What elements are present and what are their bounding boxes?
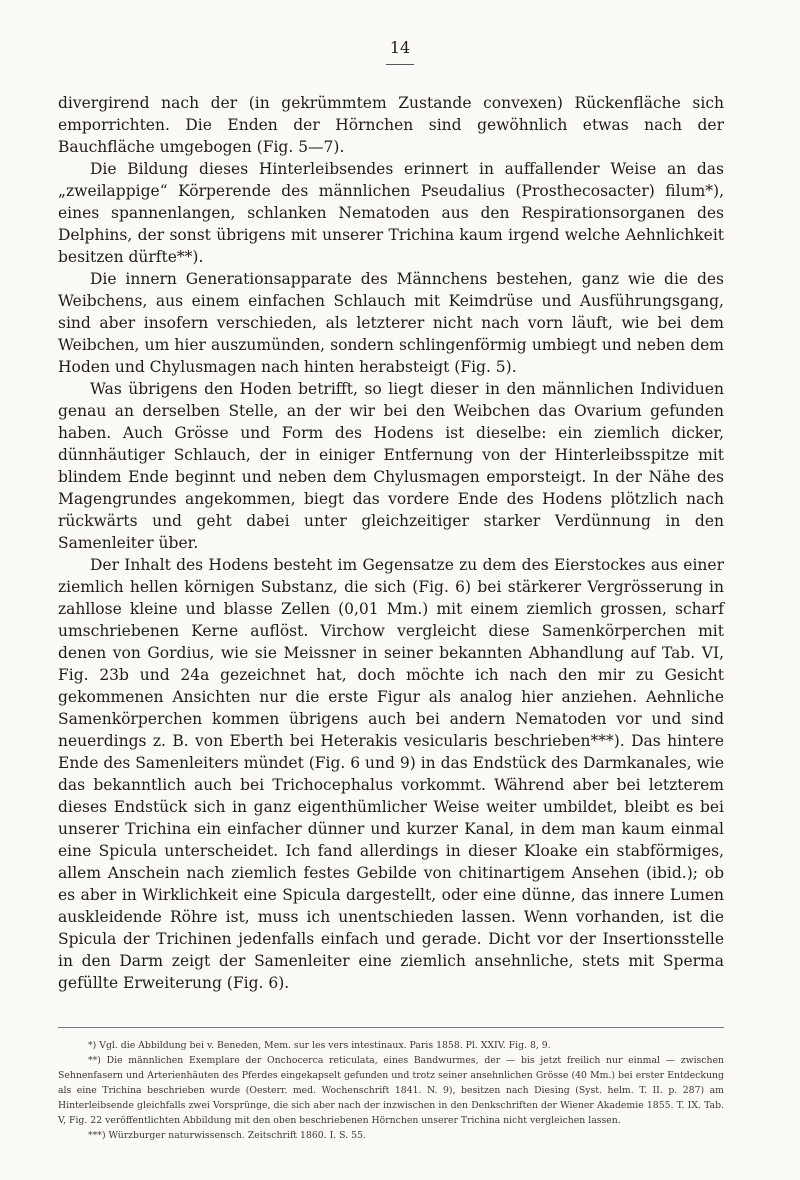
paragraph: Die innern Generationsapparate des Männchens bestehen, ganz wie die des Weibchens, aus einem einfachen Schlauch mit Keimdrüse und Ausführungsgang, sind aber insofern verschieden, als letzterer nicht nach vorn läuft, wie bei dem Weibchen, um hier auszumünden, sondern schlingenförmig umbiegt und neben dem Hoden und Chylusmagen nach hinten herabsteigt (Fig. 5). xyxy=(58,270,724,376)
footnote: ***) Würzburger naturwissensch. Zeitschrift 1860. I. S. 55. xyxy=(88,1130,366,1141)
paragraph: Was übrigens den Hoden betrifft, so liegt dieser in den männlichen Individuen genau an derselben Stelle, an der wir bei den Weibchen das Ovarium gefunden haben. Auch Grösse und Form des Hodens ist dieselbe: ein ziemlich dicker, dünnhäutiger Schlauch, der in einiger Entfernung von der Hinterleibsspitze mit blindem Ende beginnt und neben dem Chylusmagen emporsteigt. In der Nähe des Magengrundes angekommen, biegt das vordere Ende des Hodens plötzlich nach rückwärts und geht dabei unter gleichzeitiger starker Verdünnung in den Samenleiter über. xyxy=(58,380,724,552)
paragraph: Die Bildung dieses Hinterleibsendes erinnert in auffallender Weise an das „zweilappige“ Körperende des männlichen Pseudalius (Prosthecosacter) filum*), eines spannenlangen, schlanken Nematoden aus den Respirationsorganen des Delphins, der sonst übrigens mit unserer Trichina kaum irgend welche Aehnlichkeit besitzen dürfte**). xyxy=(58,160,724,266)
footnote: **) Die männlichen Exemplare der Onchocerca reticulata, eines Bandwurmes, der — bis jetzt freilich nur einmal — zwischen Sehnenfasern und Arterienhäuten des Pferdes eingekapselt gefunden und trotz seiner ansehnlichen Grösse (40 Mm.) bei erster Entdeckung als eine Trichina beschrieben wurde (Oesterr. med. Wochenschrift 1841. N. 9), besitzen nach Diesing (Syst. helm. T. II. p. 287) am Hinterleibsende gleichfalls zwei Vorsprünge, die sich aber nach der inzwischen in den Denkschriften der Wiener Akademie 1855. T. IX. Tab. V, Fig. 22 veröffentlichten Abbildung mit den oben beschriebenen Hörnchen unserer Trichina nicht vergleichen lassen. xyxy=(58,1055,724,1126)
footnote-divider xyxy=(58,1027,724,1028)
paragraph: Der Inhalt des Hodens besteht im Gegensatze zu dem des Eierstockes aus einer ziemlich hellen körnigen Substanz, die sich (Fig. 6) bei stärkerer Vergrösserung in zahllose kleine und blasse Zellen (0,01 Mm.) mit einem ziemlich grossen, scharf umschriebenen Kerne auflöst. Virchow vergleicht diese Samenkörperchen mit denen von Gordius, wie sie Meissner in seiner bekannten Abhandlung auf Tab. VI, Fig. 23b und 24a gezeichnet hat, doch möchte ich nach den mir zu Gesicht gekommenen Ansichten nur die erste Figur als analog hier anziehen. Aehnliche Samenkörperchen kommen übrigens auch bei andern Nematoden vor und sind neuerdings z. B. von Eberth bei Heterakis vesicularis beschrieben***). Das hintere Ende des Samenleiters mündet (Fig. 6 und 9) in das Endstück des Darmkanales, wie das bekanntlich auch bei Trichocephalus vorkommt. Während aber bei letzterem dieses Endstück sich in ganz eigenthümlicher Weise weiter umbildet, bleibt es bei unserer Trichina ein einfacher dünner und kurzer Kanal, in dem man kaum einmal eine Spicula unterscheidet. Ich fand allerdings in dieser Kloake ein stabförmiges, allem Anschein nach ziemlich festes Gebilde von chitinartigem Ansehen (ibid.); ob es aber in Wirklichkeit eine Spicula dargestellt, oder eine dünne, das innere Lumen auskleidende Röhre ist, muss ich unentschieden lassen. Wenn vorhanden, ist die Spicula der Trichinen jedenfalls einfach und gerade. Dicht vor der Insertionsstelle in den Darm zeigt der Samenleiter eine ziemlich ansehnliche, stets mit Sperma gefüllte Erweiterung (Fig. 6). xyxy=(58,556,724,992)
footnotes xyxy=(58,1038,724,1143)
page-number: 14 xyxy=(389,38,411,57)
header-rule xyxy=(386,64,414,65)
footnote: *) Vgl. die Abbildung bei v. Beneden, Mem. sur les vers intestinaux. Paris 1858. Pl. XXIV. Fig. 8, 9. xyxy=(88,1040,551,1051)
body-text xyxy=(58,92,724,994)
paragraph: divergirend nach der (in gekrümmtem Zustande convexen) Rückenfläche sich emporrichten. Die Enden der Hörnchen sind gewöhnlich etwas nach der Bauchfläche umgebogen (Fig. 5—7). xyxy=(58,94,724,156)
